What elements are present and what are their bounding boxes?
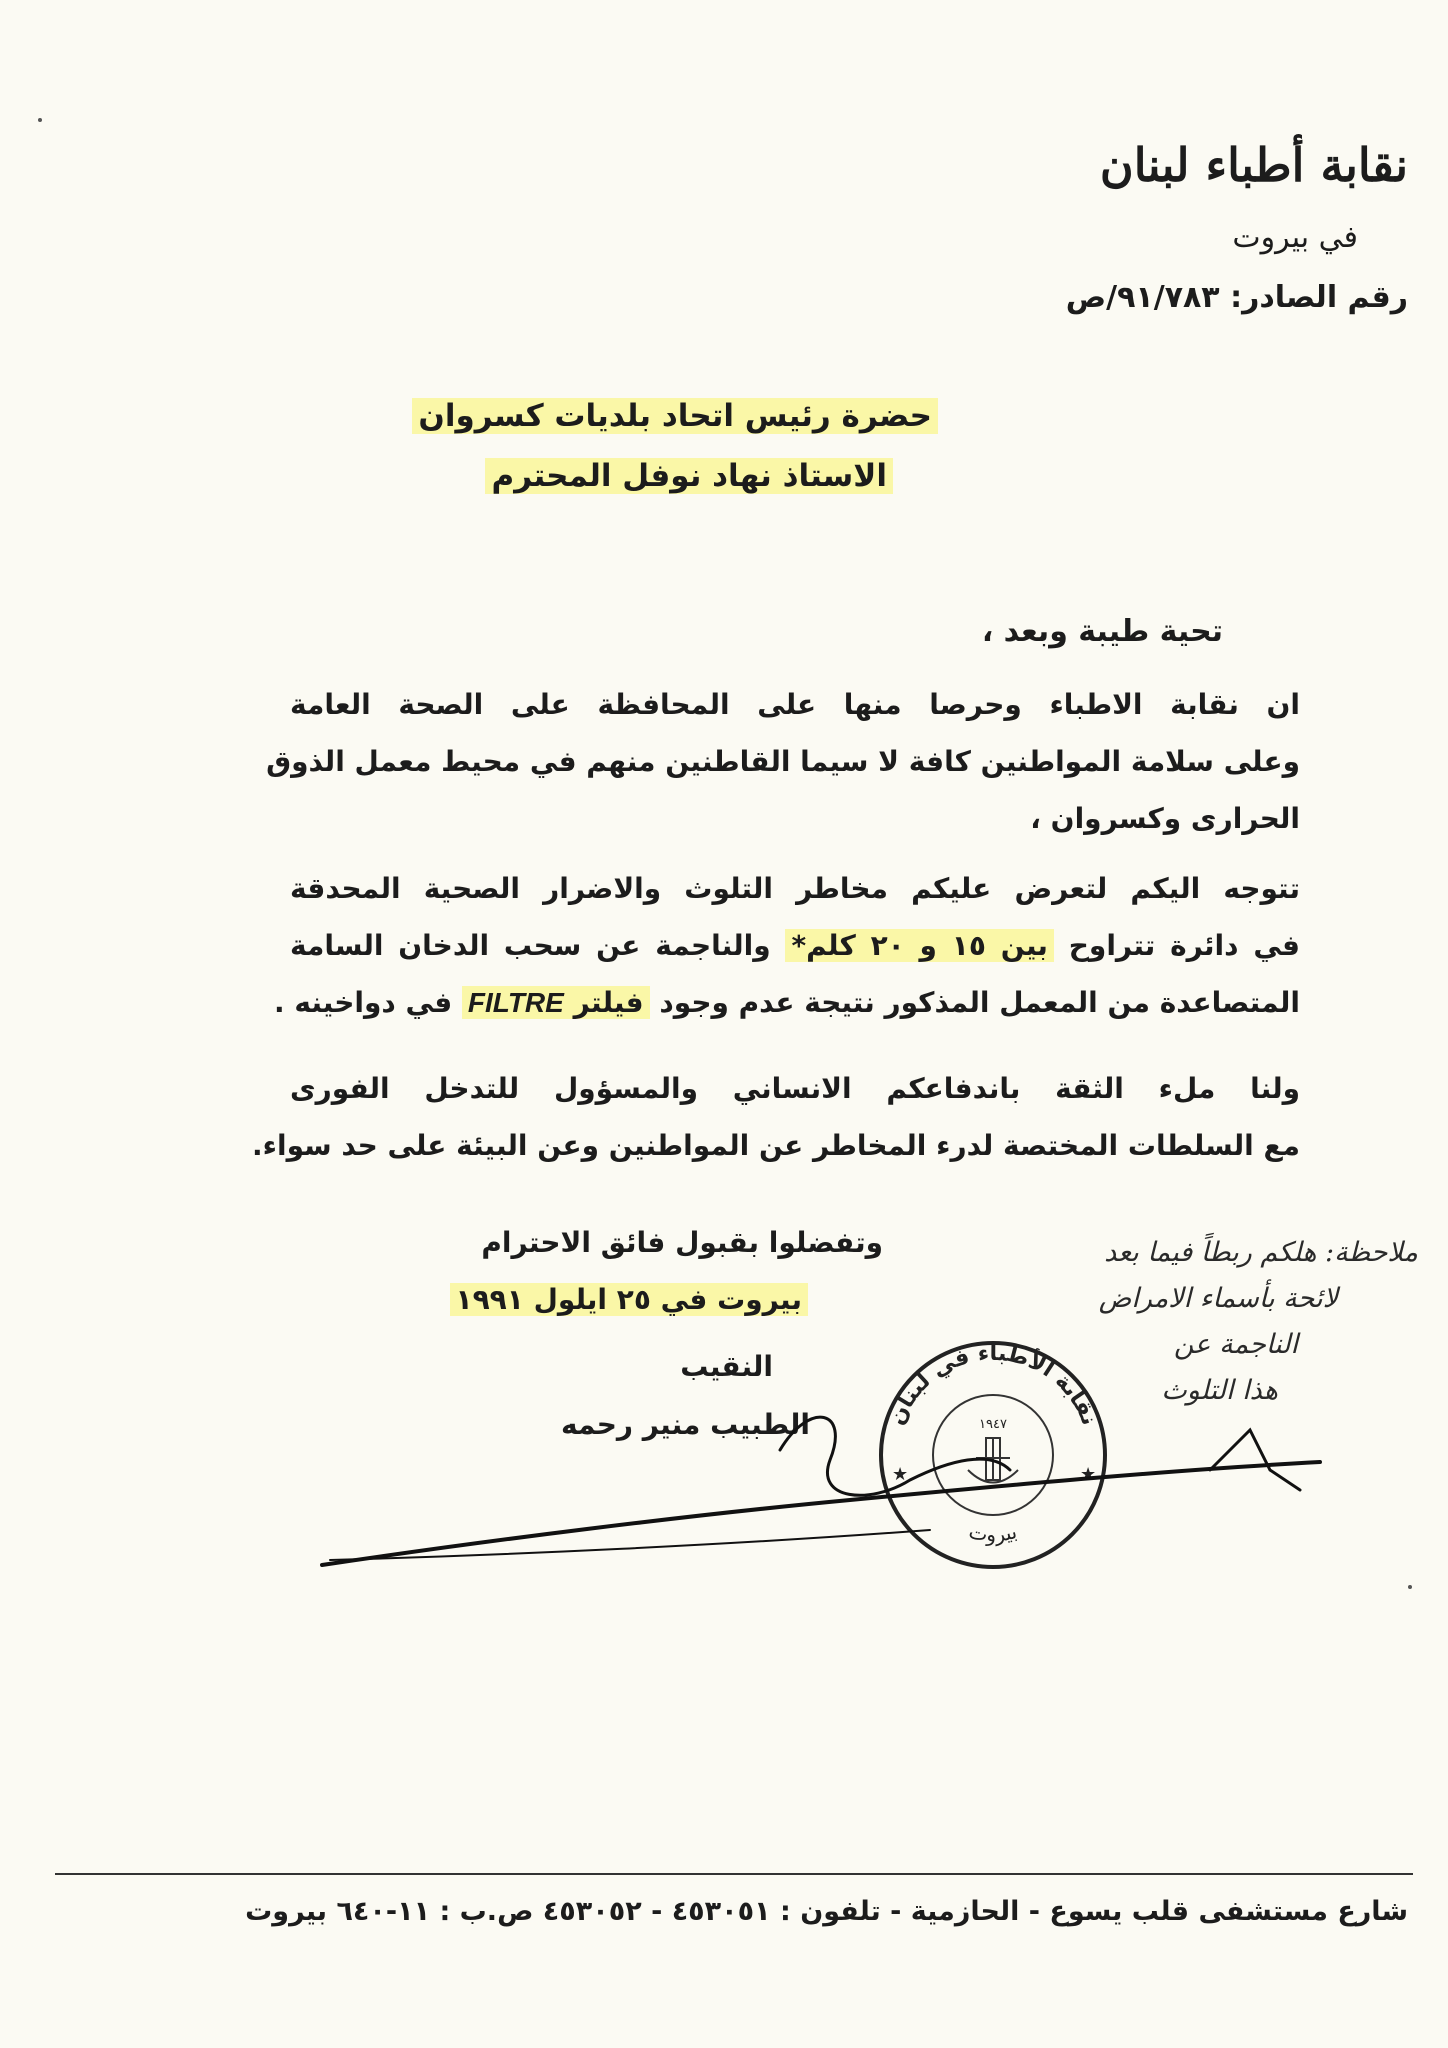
- paragraph-3: [252, 1060, 1300, 1174]
- signature-underline: [330, 1530, 930, 1560]
- closing-date: [450, 1283, 809, 1316]
- addressee-line-1: [412, 398, 938, 434]
- filter-highlight: [462, 986, 650, 1019]
- signature-main-stroke: [322, 1462, 1320, 1565]
- paragraph-2-line-2: [290, 917, 1300, 974]
- footer-address: شارع مستشفى قلب يسوع - الحازمية - تلفون : ٤٥٣٠٥١ - ٤٥٣٠٥٢ ص.ب : ١١-٦٤٠ بيروت: [245, 1896, 1408, 1927]
- paragraph-2-line-2-start: في دائرة تتراوح: [1068, 929, 1300, 962]
- paragraph-2: [273, 860, 1300, 1031]
- reference-number: رقم الصادر: ٩١/٧٨٣/ص: [1065, 280, 1408, 315]
- signer-title: النقيب: [680, 1350, 773, 1383]
- addressee-line-2-text: الاستاذ نهاد نوفل المحترم: [485, 458, 893, 494]
- paragraph-3-line-1: ولنا ملء الثقة باندفاعكم الانساني والمسؤول للتدخل الفورى: [290, 1072, 1300, 1105]
- signature-loop: [780, 1417, 1010, 1495]
- stamp-top-textpath: نقابة الأطباء في لبنان: [884, 1340, 1102, 1429]
- footer-divider: [55, 1873, 1413, 1875]
- signer-name: الطبيب منير رحمه: [560, 1408, 810, 1441]
- paragraph-1: [266, 676, 1300, 847]
- paragraph-2-line-3-end: في دواخينه .: [273, 986, 453, 1019]
- note-line-4: هذا التلوث: [1161, 1375, 1278, 1406]
- scan-speck: [1408, 1585, 1412, 1589]
- scan-speck: [38, 118, 42, 122]
- closing-date-text: بيروت في ٢٥ ايلول ١٩٩١: [450, 1283, 809, 1316]
- star-icon-left: ★: [892, 1464, 909, 1485]
- addressee-line-2: [485, 458, 893, 494]
- signature-tail: [1210, 1430, 1300, 1490]
- note-line-3: الناجمة عن: [1173, 1329, 1298, 1360]
- filter-word: فيلتر: [573, 986, 644, 1019]
- stamp-bottom-textpath: بيروت: [966, 1519, 1020, 1547]
- paragraph-1-line-1: ان نقابة الاطباء وحرصا منها على المحافظة على الصحة العامة: [290, 688, 1300, 721]
- paragraph-1-line-2: وعلى سلامة المواطنين كافة لا سيما القاطنين منهم في محيط معمل الذوق: [266, 745, 1300, 778]
- signature: [310, 1390, 1330, 1600]
- note-line-2: لائحة بأسماء الامراض: [1098, 1283, 1338, 1314]
- distance-highlight: بين ١٥ و ٢٠ كلم*: [785, 929, 1053, 962]
- letterhead-name: نقابة أطباء لبنان: [1099, 138, 1408, 192]
- addressee-line-1-text: حضرة رئيس اتحاد بلديات كسروان: [412, 398, 938, 434]
- star-icon-right: ★: [1080, 1464, 1097, 1485]
- paragraph-1-line-3: الحرارى وكسروان ،: [1030, 802, 1300, 835]
- stamp-year: ١٩٤٧: [979, 1417, 1007, 1432]
- paragraph-2-line-3-start: المتصاعدة من المعمل المذكور نتيجة عدم وجود: [659, 986, 1300, 1019]
- paragraph-2-line-1: تتوجه اليكم لتعرض عليكم مخاطر التلوث والاضرار الصحية المحدقة: [290, 872, 1300, 905]
- paragraph-3-line-2: مع السلطات المختصة لدرء المخاطر عن المواطنين وعن البيئة على حد سواء.: [252, 1129, 1300, 1162]
- paragraph-2-line-3: [273, 974, 1300, 1031]
- letterhead-city: في بيروت: [1232, 220, 1358, 255]
- closing-line: وتفضلوا بقبول فائق الاحترام: [481, 1226, 883, 1259]
- greeting: تحية طيبة وبعد ،: [981, 614, 1223, 649]
- note-line-1: ملاحظة: هلكم ربطاً فيما بعد: [1104, 1237, 1418, 1268]
- filter-latin-word: FILTRE: [467, 987, 564, 1018]
- paragraph-2-line-2-end: والناجمة عن سحب الدخان السامة: [290, 929, 771, 962]
